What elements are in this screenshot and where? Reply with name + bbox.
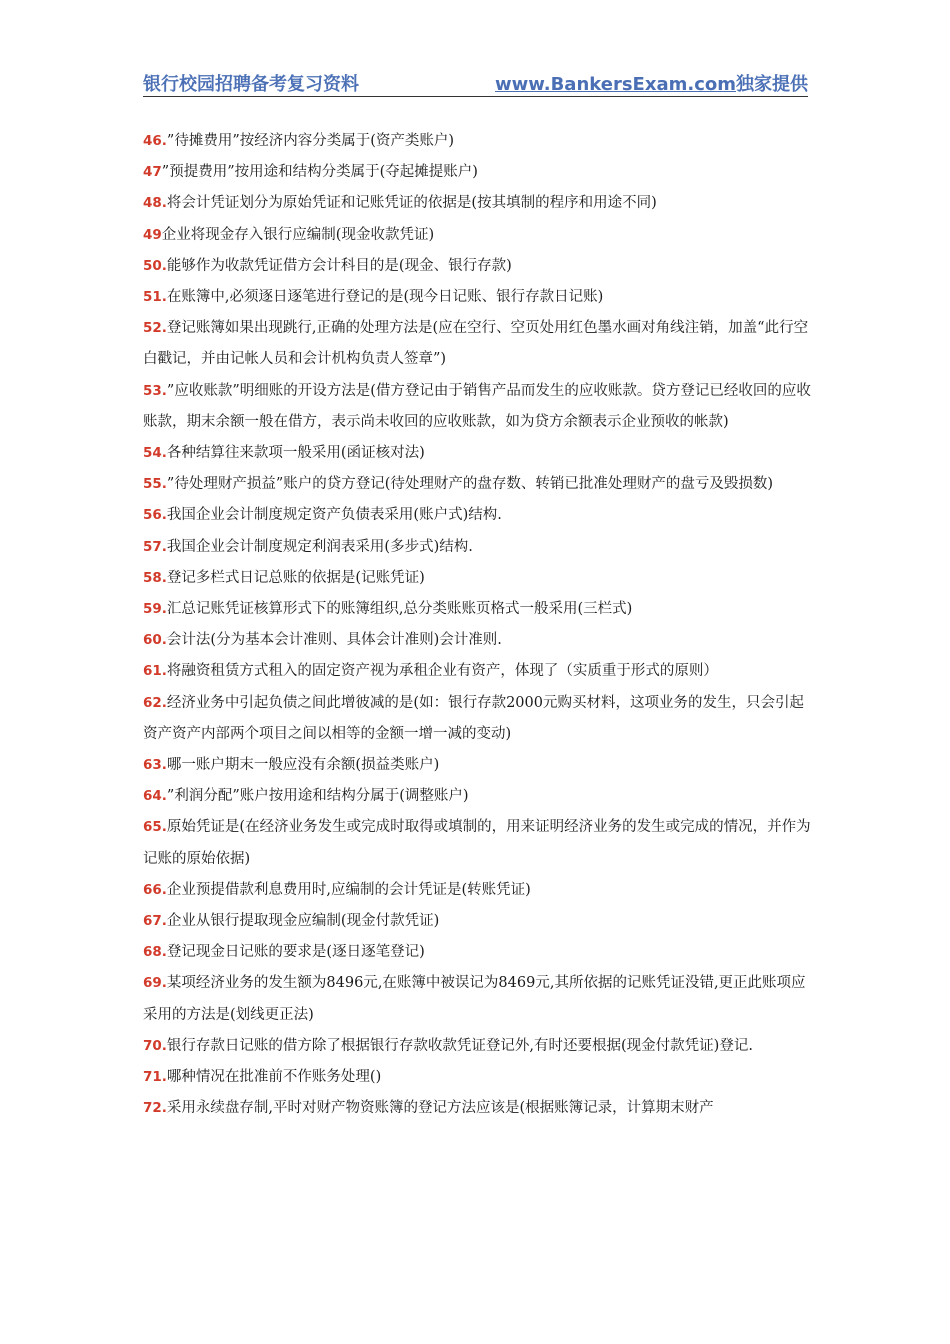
- item-text: 采用永续盘存制,平时对财产物资账簿的登记方法应该是(根据账簿记录，计算期末财产: [166, 1100, 714, 1117]
- item-text: 哪种情况在批准前不作账务处理(): [166, 1069, 382, 1086]
- header-provided-label: 独家提供: [736, 74, 808, 95]
- item-text: 原始凭证是(在经济业务发生或完成时取得或填制的，用来证明经济业务的发生或完成的情况，并作为记账的原始依据): [143, 819, 811, 867]
- item-number: 61.: [143, 663, 167, 680]
- list-item: [143, 812, 811, 874]
- list-item: [143, 906, 811, 937]
- list-item: [143, 1093, 811, 1124]
- item-number: 46.: [143, 133, 167, 149]
- item-text: 登记多栏式日记总账的依据是(记账凭证): [166, 569, 425, 586]
- list-item: [143, 968, 811, 1030]
- list-item: [143, 126, 811, 157]
- item-text: 汇总记账凭证核算形式下的账簿组织,总分类账账页格式一般采用(三栏式): [166, 601, 633, 618]
- list-item: [143, 282, 811, 313]
- page-header: [143, 68, 808, 97]
- item-text: 银行存款日记账的借方除了根据银行存款收款凭证登记外,有时还要根据(现金付款凭证)登记.: [166, 1037, 753, 1054]
- item-number: 70.: [143, 1037, 167, 1054]
- list-item: [143, 656, 811, 687]
- item-number: 69.: [143, 975, 167, 992]
- list-item: [143, 1031, 811, 1062]
- list-item: [143, 438, 811, 469]
- website-link[interactable]: www.BankersExam.com: [495, 74, 736, 95]
- list-item: [143, 625, 811, 656]
- item-text: 企业将现金存入银行应编制(现金收款凭证): [161, 226, 435, 243]
- item-text: 会计法(分为基本会计准则、具体会计准则)会计准则.: [166, 632, 502, 649]
- item-number: 48.: [143, 195, 167, 212]
- item-number: 58.: [143, 569, 167, 586]
- list-item: [143, 500, 811, 531]
- item-number: 67.: [143, 913, 167, 930]
- item-text: 企业预提借款利息费用时,应编制的会计凭证是(转账凭证): [166, 881, 531, 898]
- list-item: [143, 875, 811, 906]
- item-text: 企业从银行提取现金应编制(现金付款凭证): [166, 913, 440, 930]
- item-number: 65.: [143, 819, 167, 836]
- item-number: 62.: [143, 694, 167, 711]
- item-text: 将融资租赁方式租入的固定资产视为承租企业有资产，体现了（实质重于形式的原则）: [166, 663, 718, 680]
- list-item: [143, 594, 811, 625]
- header-source: [495, 70, 808, 96]
- list-item: [143, 781, 811, 812]
- item-text: 能够作为收款凭证借方会计科目的是(现金、银行存款): [166, 257, 512, 274]
- item-text: ”利润分配”账户按用途和结构分属于(调整账户): [166, 788, 469, 805]
- list-item: [143, 376, 811, 438]
- item-text: 我国企业会计制度规定资产负债表采用(账户式)结构.: [166, 507, 502, 524]
- item-text: 我国企业会计制度规定利润表采用(多步式)结构.: [166, 538, 473, 555]
- item-text: ”应收账款”明细账的开设方法是(借方登记由于销售产品而发生的应收账款。贷方登记已经收回的应收账款，期末余额一般在借方，表示尚未收回的应收账款，如为贷方余额表示企业预收的帐款): [143, 382, 811, 430]
- item-text: 登记现金日记账的要求是(逐日逐笔登记): [166, 944, 425, 961]
- list-item: [143, 251, 811, 282]
- item-text: 登记账簿如果出现跳行,正确的处理方法是(应在空行、空页处用红色墨水画对角线注销，加盖“此行空白戳记，并由记帐人员和会计机构负责人签章”): [143, 320, 809, 368]
- list-item: [143, 532, 811, 563]
- item-number: 71.: [143, 1069, 167, 1086]
- item-number: 47: [143, 164, 162, 181]
- list-item: [143, 469, 811, 500]
- item-number: 49: [143, 226, 162, 243]
- header-title: 银行校园招聘备考复习资料: [143, 74, 359, 95]
- list-item: [143, 188, 811, 219]
- item-text: 将会计凭证划分为原始凭证和记账凭证的依据是(按其填制的程序和用途不同): [166, 195, 657, 212]
- item-number: 64.: [143, 788, 167, 805]
- item-text: ”待处理财产损益”账户的贷方登记(待处理财产的盘存数、转销已批准处理财产的盘亏及毁损数): [166, 476, 774, 493]
- item-text: ”待摊费用”按经济内容分类属于(资产类账户): [166, 133, 455, 149]
- question-list: [143, 126, 811, 1125]
- item-text: 某项经济业务的发生额为8496元,在账簿中被误记为8469元,其所依据的记账凭证没错,更正此账项应采用的方法是(划线更正法): [143, 975, 806, 1023]
- item-number: 59.: [143, 601, 167, 618]
- item-number: 72.: [143, 1100, 167, 1117]
- item-number: 66.: [143, 881, 167, 898]
- item-text: 哪一账户期末一般应没有余额(损益类账户): [166, 757, 440, 774]
- item-number: 68.: [143, 944, 167, 961]
- item-number: 55.: [143, 476, 167, 493]
- item-number: 56.: [143, 507, 167, 524]
- list-item: [143, 220, 811, 251]
- item-number: 53.: [143, 382, 167, 399]
- item-number: 63.: [143, 757, 167, 774]
- item-text: 在账簿中,必须逐日逐笔进行登记的是(现今日记账、银行存款日记账): [166, 289, 604, 306]
- list-item: [143, 563, 811, 594]
- item-number: 60.: [143, 632, 167, 649]
- item-text: 各种结算往来款项一般采用(函证核对法): [166, 445, 425, 462]
- item-number: 50.: [143, 257, 167, 274]
- list-item: [143, 157, 811, 188]
- item-number: 57.: [143, 538, 167, 555]
- item-number: 51.: [143, 289, 167, 306]
- item-number: 52.: [143, 320, 167, 337]
- list-item: [143, 1062, 811, 1093]
- list-item: [143, 688, 811, 750]
- item-number: 54.: [143, 445, 167, 462]
- list-item: [143, 313, 811, 375]
- list-item: [143, 937, 811, 968]
- item-text: 经济业务中引起负债之间此增彼减的是(如：银行存款2000元购买材料，这项业务的发生，只会引起资产资产内部两个项目之间以相等的金额一增一减的变动): [143, 694, 804, 742]
- list-item: [143, 750, 811, 781]
- item-text: ”预提费用”按用途和结构分类属于(夺起摊提账户): [161, 164, 478, 181]
